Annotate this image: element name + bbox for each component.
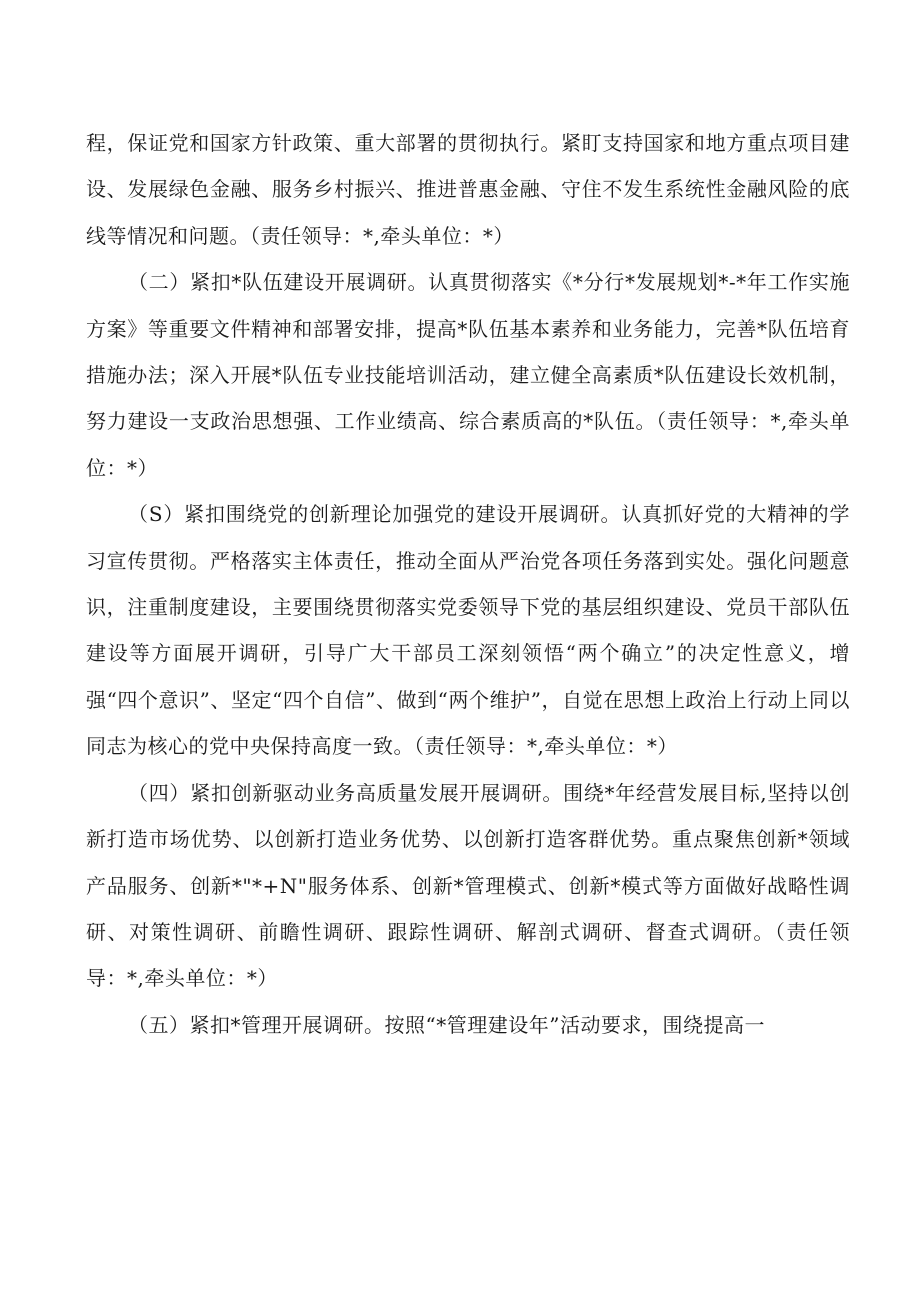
paragraph-continuation: 程，保证党和国家方针政策、重大部署的贯彻执行。紧盯支持国家和地方重点项目建设、发展绿色金融、服务乡村振兴、推进普惠金融、守住不发生系统性金融风险的底线等情况和问题。（责任领导：*,牵头单位：*） — [86, 131, 850, 248]
document-page — [86, 120, 850, 1048]
paragraph-section-2-team-building: （二）紧扣*队伍建设开展调研。认真贯彻落实《*分行*发展规划*-*年工作实施方案》等重要文件精神和部署安排，提高*队伍基本素养和业务能力，完善*队伍培育措施办法；深入开展*队伍专业技能培训活动，建立健全高素质*队伍建设长效机制，努力建设一支政治思想强、工作业绩高、综合素质高的*队伍。（责任领导：*,牵头单位：*） — [86, 270, 850, 480]
paragraph-section-5-management: （五）紧扣*管理开展调研。按照“*管理建设年”活动要求，围绕提高一 — [128, 1012, 765, 1037]
paragraph-section-4-innovation: （四）紧扣创新驱动业务高质量发展开展调研。围绕*年经营发展目标,坚持以创新打造市场优势、以创新打造业务优势、以创新打造客群优势。重点聚焦创新*领域产品服务、创新*"*+N"服务体系、创新*管理模式、创新*模式等方面做好战略性调研、对策性调研、前瞻性调研、跟踪性调研、解剖式调研、督查式调研。（责任领导：*,牵头单位：*） — [86, 780, 850, 991]
paragraph-section-3-party-building: （S）紧扣围绕党的创新理论加强党的建设开展调研。认真抓好党的大精神的学习宣传贯彻。严格落实主体责任，推动全面从严治党各项任务落到实处。强化问题意识，注重制度建设，主要围绕贯彻落实党委领导下党的基层组织建设、党员干部队伍建设等方面展开调研，引导广大干部员工深刻领悟“两个确立”的决定性意义，增强“四个意识”、坚定“四个自信”、做到“两个维护”，自觉在思想上政治上行动上同以同志为核心的党中央保持高度一致。（责任领导：*,牵头单位：*） — [86, 502, 850, 759]
